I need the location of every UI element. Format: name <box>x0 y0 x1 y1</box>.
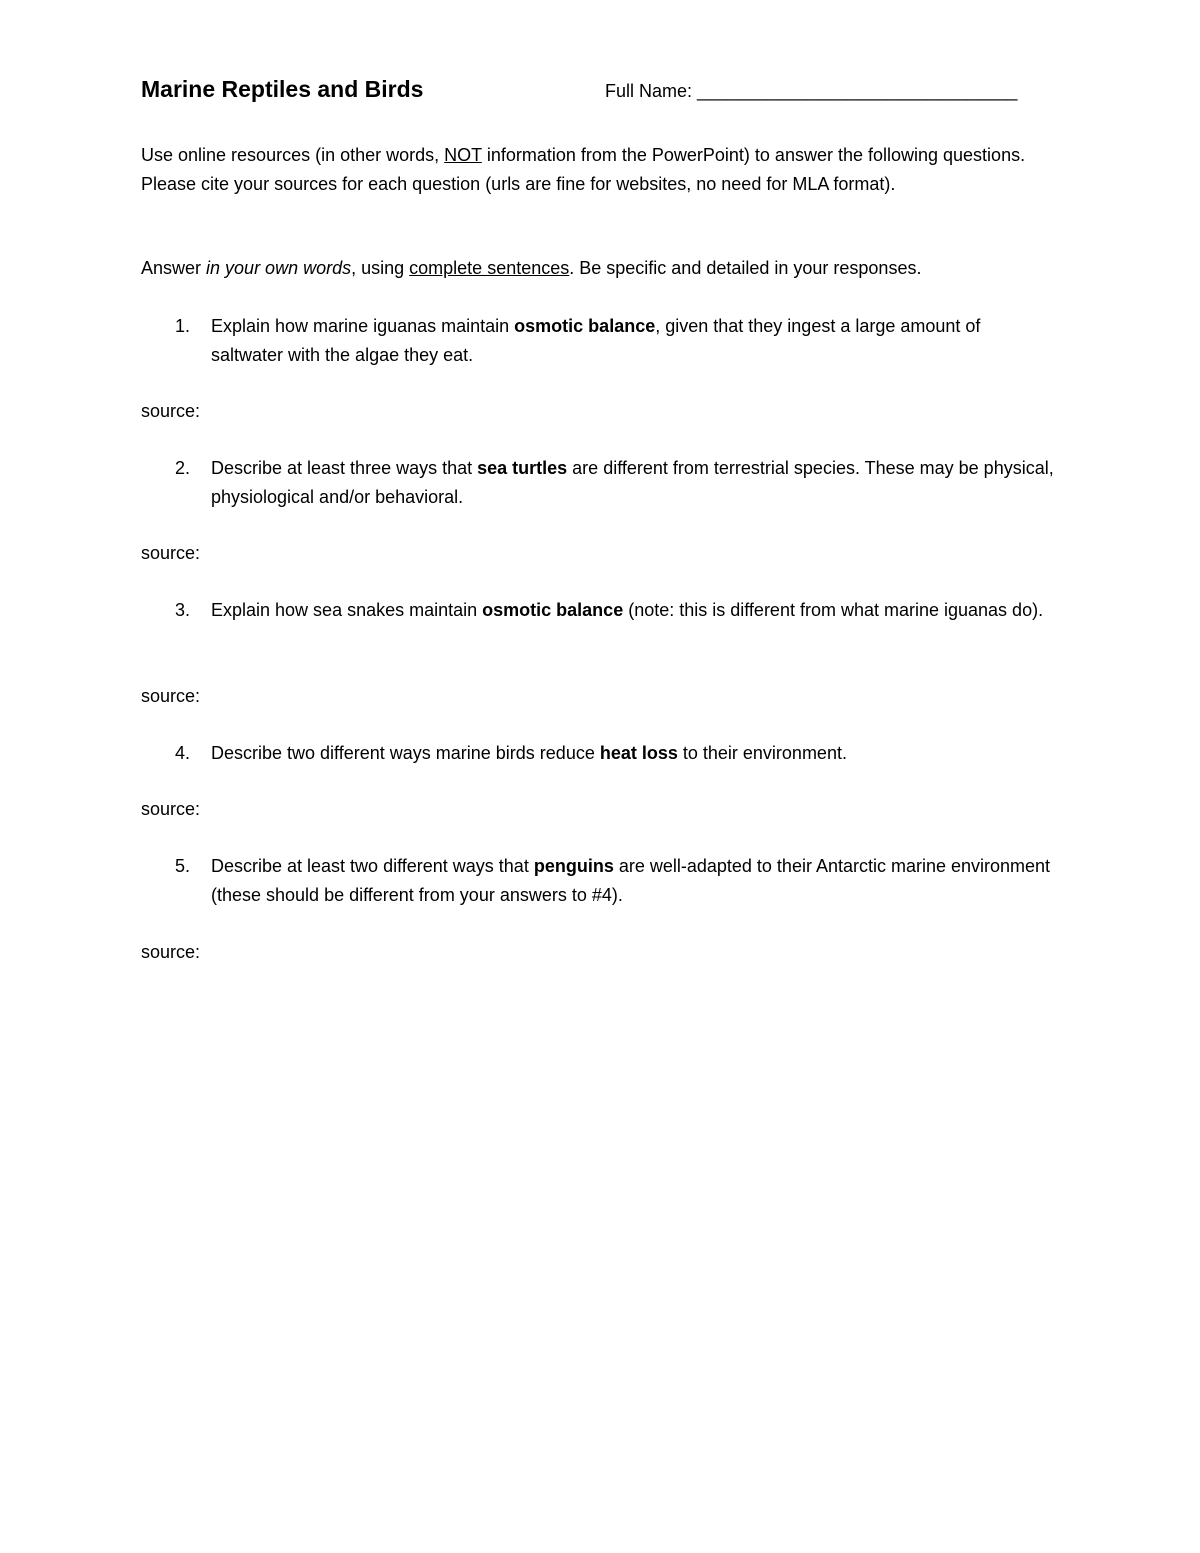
question-keyword: sea turtles <box>477 458 568 478</box>
question-text <box>211 454 1056 511</box>
question-keyword: penguins <box>533 856 614 876</box>
source-label: source: <box>141 799 201 819</box>
question-item <box>141 739 1056 768</box>
question-text-pre: Explain how sea snakes maintain <box>211 600 483 620</box>
instructions-text-c: . Be specific and detailed in your responses. <box>569 258 922 278</box>
intro-not-emphasis: NOT <box>444 145 482 165</box>
question-text <box>211 852 1056 909</box>
full-name-field <box>605 74 1017 108</box>
question-number: 3. <box>175 600 191 620</box>
question-text-pre: Describe two different ways marine birds reduce <box>211 743 600 763</box>
question-text-pre: Describe at least three ways that <box>211 458 478 478</box>
instructions-text-b: , using <box>351 258 410 278</box>
intro-text-b: information from the PowerPoint) to answer the following questions. Please cite your sources for each question (urls are fine for websites, no need for MLA format). <box>141 145 1026 194</box>
question-keyword: osmotic balance <box>482 600 624 620</box>
header <box>141 72 1071 108</box>
question-number: 5. <box>175 856 191 876</box>
full-name-blank: ________________________________ <box>697 81 1018 101</box>
source-label: source: <box>141 543 201 563</box>
source-label: source: <box>141 942 201 962</box>
question-item <box>141 852 1056 909</box>
full-name-label: Full Name: <box>605 81 693 101</box>
question-keyword: osmotic balance <box>514 316 656 336</box>
question-text-post: are different from terrestrial species. These may be physical, physiological and/or behavioral. <box>211 458 1054 507</box>
intro-text-a: Use online resources (in other words, <box>141 145 445 165</box>
source-label: source: <box>141 686 201 706</box>
question-text-pre: Explain how marine iguanas maintain <box>211 316 515 336</box>
source-label: source: <box>141 401 201 421</box>
question-text <box>211 312 1056 369</box>
question-item <box>141 312 1056 369</box>
question-text-post: , given that they ingest a large amount of saltwater with the algae they eat. <box>211 316 981 365</box>
question-item <box>141 596 1056 625</box>
question-number: 1. <box>175 316 191 336</box>
instructions-paragraph <box>141 254 1056 283</box>
question-text-pre: Describe at least two different ways that <box>211 856 534 876</box>
question-text-post: (note: this is different from what marine iguanas do). <box>623 600 1044 620</box>
instructions-underline: complete sentences <box>409 258 570 278</box>
intro-paragraph <box>141 141 1056 198</box>
instructions-italic: in your own words <box>206 258 352 278</box>
question-keyword: heat loss <box>599 743 678 763</box>
page-title: Marine Reptiles and Birds <box>141 76 424 102</box>
question-number: 2. <box>175 458 191 478</box>
question-text-post: to their environment. <box>677 743 847 763</box>
question-text-post: are well-adapted to their Antarctic marine environment (these should be different from your answers to #4). <box>211 856 1051 905</box>
question-text <box>211 596 1056 625</box>
question-text <box>211 739 1056 768</box>
instructions-text-a: Answer <box>141 258 207 278</box>
question-number: 4. <box>175 743 191 763</box>
question-item <box>141 454 1056 511</box>
